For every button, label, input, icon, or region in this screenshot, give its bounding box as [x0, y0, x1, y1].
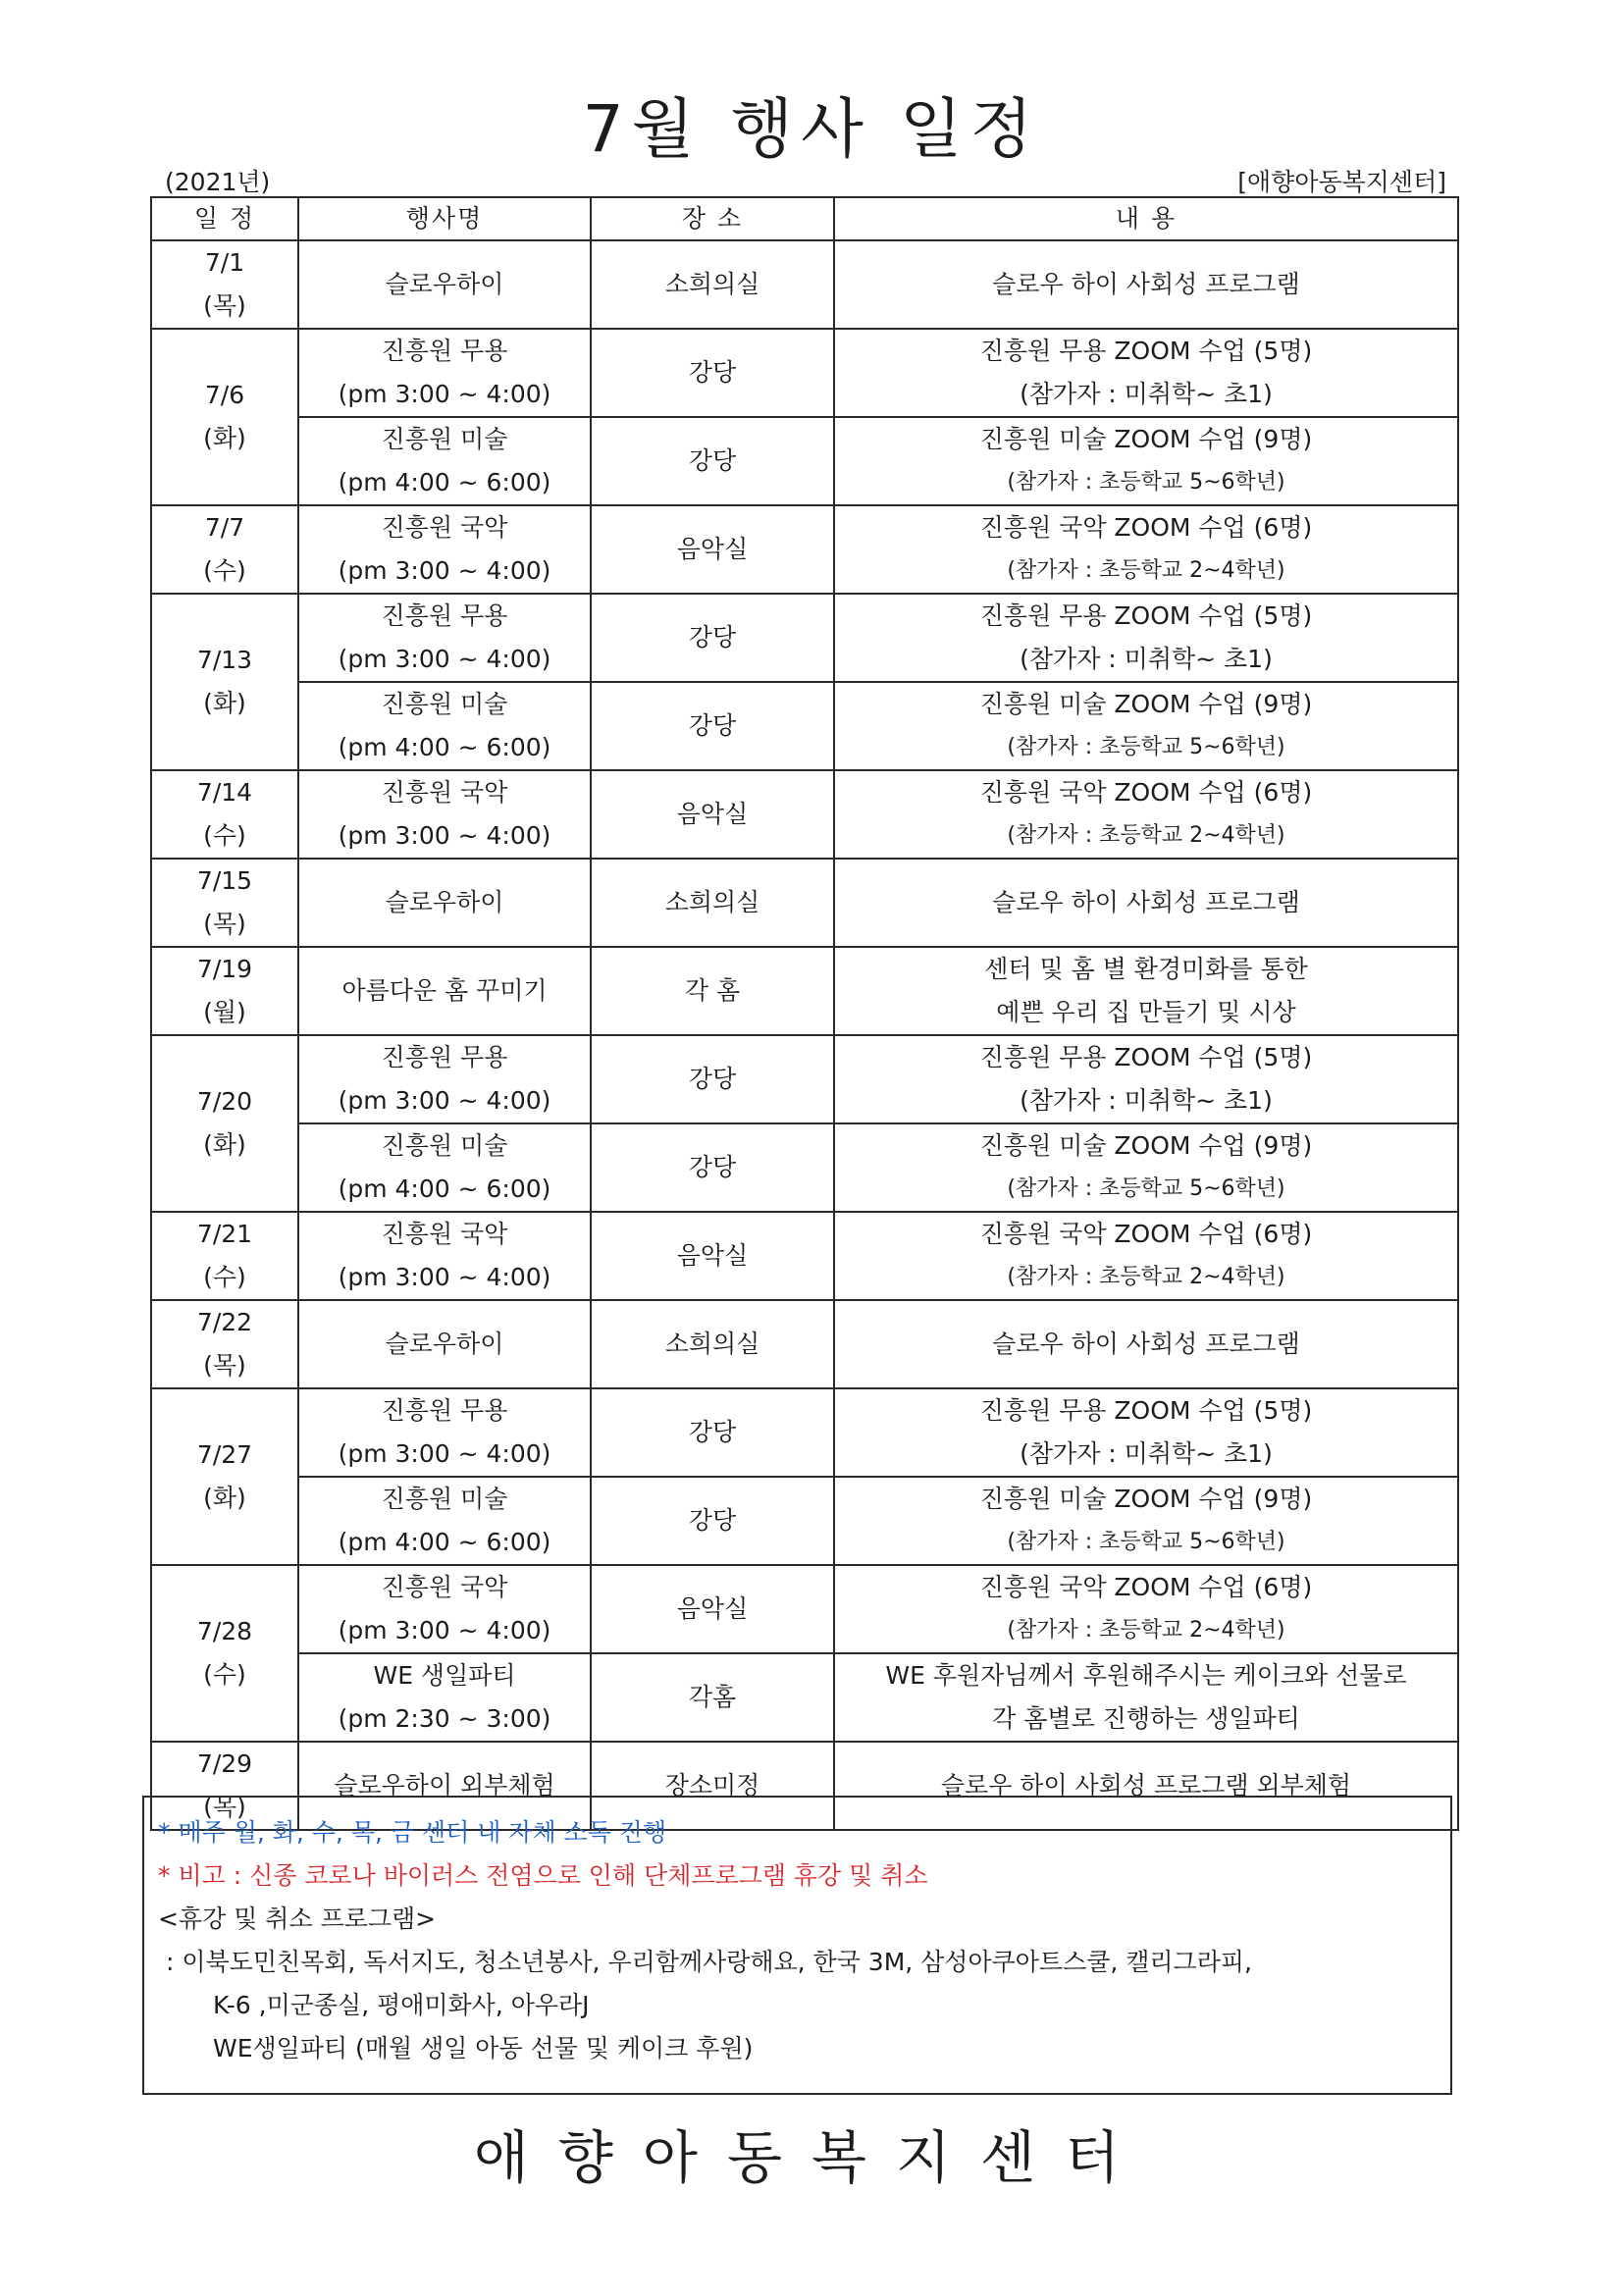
place-cell: 소희의실	[591, 859, 834, 947]
date-cell: 7/13 (화)	[151, 594, 298, 770]
table-row	[151, 594, 1458, 682]
event-cell: 진흥원 미술 (pm 4:00 ~ 6:00)	[298, 1477, 591, 1565]
place-cell: 강당	[591, 417, 834, 505]
event-cell: 진흥원 무용 (pm 3:00 ~ 4:00)	[298, 1388, 591, 1477]
table-row	[151, 505, 1458, 594]
table-row	[151, 682, 1458, 770]
place-cell: 음악실	[591, 1212, 834, 1300]
event-cell: 슬로우하이 외부체험	[298, 1742, 591, 1830]
place-cell: 소희의실	[591, 240, 834, 329]
content-cell: 슬로우 하이 사회성 프로그램 외부체험	[834, 1742, 1458, 1830]
event-cell: 진흥원 국악 (pm 3:00 ~ 4:00)	[298, 770, 591, 859]
cancelled-programs-heading: <휴강 및 취소 프로그램>	[158, 1905, 437, 1933]
content-cell: 진흥원 미술 ZOOM 수업 (9명) (참가자 : 초등학교 5~6학년)	[834, 417, 1458, 505]
event-cell: 진흥원 국악 (pm 3:00 ~ 4:00)	[298, 505, 591, 594]
header-date: 일 정	[151, 197, 298, 240]
event-cell: 진흥원 미술 (pm 4:00 ~ 6:00)	[298, 1123, 591, 1212]
cancelled-programs-list-2: K-6 ,미군종실, 평애미화사, 아우라J	[213, 1991, 590, 2019]
schedule-table	[150, 196, 1459, 1831]
date-cell: 7/6 (화)	[151, 329, 298, 505]
year-label: (2021년)	[165, 168, 271, 196]
content-cell: 진흥원 무용 ZOOM 수업 (5명) (참가자 : 미취학~ 초1)	[834, 1035, 1458, 1123]
content-cell: 진흥원 국악 ZOOM 수업 (6명) (참가자 : 초등학교 2~4학년)	[834, 1212, 1458, 1300]
table-row	[151, 1653, 1458, 1742]
page-title: 7월 행사 일정	[582, 91, 1041, 167]
place-cell: 각 홈	[591, 947, 834, 1035]
remark-note: * 비고 : 신종 코로나 바이러스 전염으로 인해 단체프로그램 휴강 및 취소	[158, 1861, 928, 1890]
event-cell: 진흥원 무용 (pm 3:00 ~ 4:00)	[298, 329, 591, 417]
content-cell: 슬로우 하이 사회성 프로그램	[834, 1300, 1458, 1388]
date-cell: 7/19 (월)	[151, 947, 298, 1035]
table-row	[151, 1388, 1458, 1477]
content-cell: 진흥원 미술 ZOOM 수업 (9명) (참가자 : 초등학교 5~6학년)	[834, 1477, 1458, 1565]
header-event: 행사명	[298, 197, 591, 240]
table-row	[151, 240, 1458, 329]
content-cell: 진흥원 국악 ZOOM 수업 (6명) (참가자 : 초등학교 2~4학년)	[834, 505, 1458, 594]
place-cell: 강당	[591, 1123, 834, 1212]
date-cell: 7/28 (수)	[151, 1565, 298, 1742]
event-cell: 진흥원 국악 (pm 3:00 ~ 4:00)	[298, 1565, 591, 1653]
date-cell: 7/7 (수)	[151, 505, 298, 594]
place-cell: 강당	[591, 1388, 834, 1477]
cancelled-programs-list-3: WE생일파티 (매월 생일 아동 선물 및 케이크 후원)	[213, 2034, 754, 2062]
content-cell: 진흥원 무용 ZOOM 수업 (5명) (참가자 : 미취학~ 초1)	[834, 329, 1458, 417]
table-row	[151, 947, 1458, 1035]
event-cell: 슬로우하이	[298, 240, 591, 329]
event-cell: 진흥원 무용 (pm 3:00 ~ 4:00)	[298, 1035, 591, 1123]
place-cell: 강당	[591, 1477, 834, 1565]
table-row	[151, 1212, 1458, 1300]
table-row	[151, 1565, 1458, 1653]
place-cell: 강당	[591, 1035, 834, 1123]
content-cell: WE 후원자님께서 후원해주시는 케이크와 선물로 각 홈별로 진행하는 생일파티	[834, 1653, 1458, 1742]
cancelled-programs-list: : 이북도민친목회, 독서지도, 청소년봉사, 우리함께사랑해요, 한국 3M, 삼성아쿠아트스쿨, 캘리그라피,	[166, 1948, 1252, 1976]
header-content: 내 용	[834, 197, 1458, 240]
content-cell: 슬로우 하이 사회성 프로그램	[834, 240, 1458, 329]
place-cell: 강당	[591, 329, 834, 417]
content-cell: 센터 및 홈 별 환경미화를 통한 예쁜 우리 집 만들기 및 시상	[834, 947, 1458, 1035]
date-cell: 7/15 (목)	[151, 859, 298, 947]
place-cell: 소희의실	[591, 1300, 834, 1388]
date-cell: 7/1 (목)	[151, 240, 298, 329]
table-row	[151, 1035, 1458, 1123]
date-cell: 7/21 (수)	[151, 1212, 298, 1300]
table-row	[151, 770, 1458, 859]
content-cell: 진흥원 국악 ZOOM 수업 (6명) (참가자 : 초등학교 2~4학년)	[834, 770, 1458, 859]
event-cell: 슬로우하이	[298, 859, 591, 947]
event-cell: 진흥원 미술 (pm 4:00 ~ 6:00)	[298, 682, 591, 770]
event-cell: 아름다운 홈 꾸미기	[298, 947, 591, 1035]
org-label: [애향아동복지센터]	[1237, 168, 1446, 196]
date-cell: 7/14 (수)	[151, 770, 298, 859]
table-row	[151, 329, 1458, 417]
date-cell: 7/20 (화)	[151, 1035, 298, 1212]
date-cell: 7/22 (목)	[151, 1300, 298, 1388]
table-row	[151, 1300, 1458, 1388]
event-cell: 진흥원 무용 (pm 3:00 ~ 4:00)	[298, 594, 591, 682]
place-cell: 음악실	[591, 505, 834, 594]
event-cell: WE 생일파티 (pm 2:30 ~ 3:00)	[298, 1653, 591, 1742]
event-cell: 슬로우하이	[298, 1300, 591, 1388]
event-cell: 진흥원 국악 (pm 3:00 ~ 4:00)	[298, 1212, 591, 1300]
table-row	[151, 1477, 1458, 1565]
footer-org-name: 애향아동복지센터	[473, 2124, 1150, 2191]
table-header-row	[151, 197, 1458, 240]
table-row	[151, 1123, 1458, 1212]
place-cell: 음악실	[591, 1565, 834, 1653]
place-cell: 강당	[591, 682, 834, 770]
place-cell: 각홈	[591, 1653, 834, 1742]
date-cell: 7/27 (화)	[151, 1388, 298, 1565]
place-cell: 장소미정	[591, 1742, 834, 1830]
content-cell: 진흥원 국악 ZOOM 수업 (6명) (참가자 : 초등학교 2~4학년)	[834, 1565, 1458, 1653]
header-place: 장 소	[591, 197, 834, 240]
table-row	[151, 417, 1458, 505]
notes-box	[142, 1796, 1452, 2095]
content-cell: 진흥원 미술 ZOOM 수업 (9명) (참가자 : 초등학교 5~6학년)	[834, 1123, 1458, 1212]
place-cell: 음악실	[591, 770, 834, 859]
content-cell: 진흥원 미술 ZOOM 수업 (9명) (참가자 : 초등학교 5~6학년)	[834, 682, 1458, 770]
content-cell: 진흥원 무용 ZOOM 수업 (5명) (참가자 : 미취학~ 초1)	[834, 1388, 1458, 1477]
place-cell: 강당	[591, 594, 834, 682]
content-cell: 진흥원 무용 ZOOM 수업 (5명) (참가자 : 미취학~ 초1)	[834, 594, 1458, 682]
disinfection-note: * 매주 월, 화, 수, 목, 금 센터 내 자체 소독 진행	[158, 1818, 667, 1847]
table-row	[151, 859, 1458, 947]
date-cell: 7/29 (목)	[151, 1742, 298, 1830]
event-cell: 진흥원 미술 (pm 4:00 ~ 6:00)	[298, 417, 591, 505]
content-cell: 슬로우 하이 사회성 프로그램	[834, 859, 1458, 947]
